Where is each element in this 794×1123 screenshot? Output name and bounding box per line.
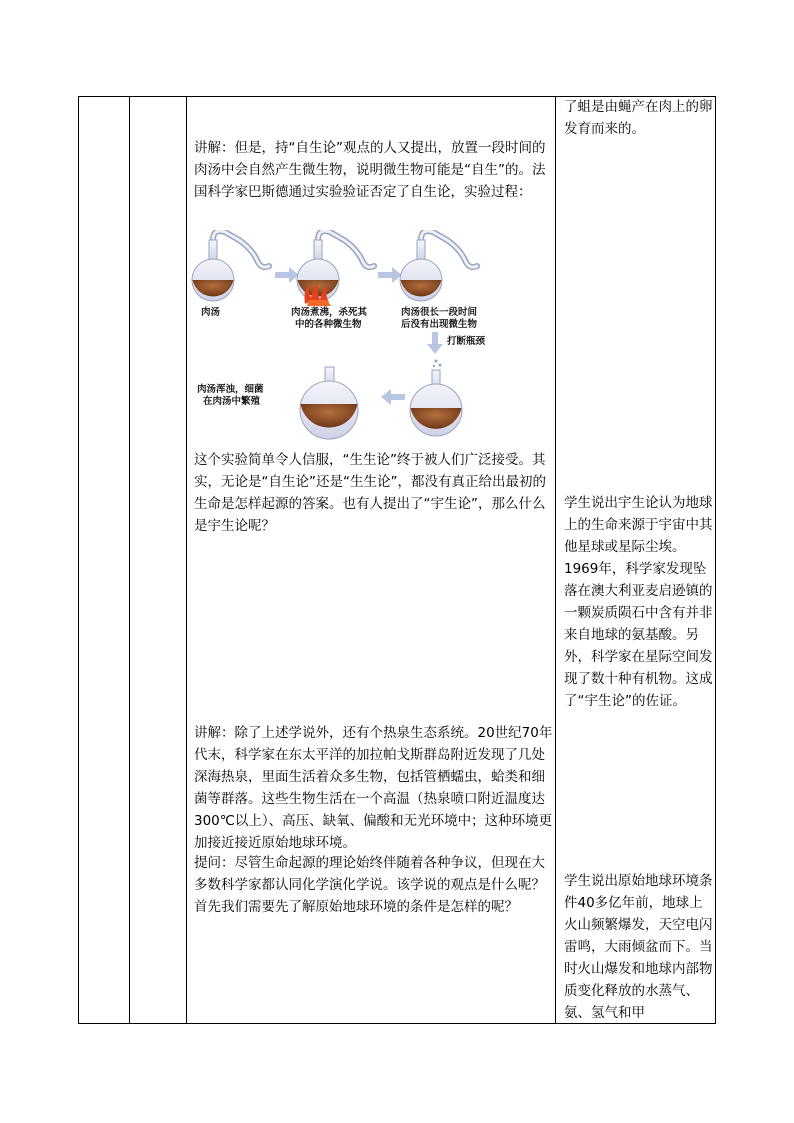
lesson-table (78, 96, 716, 1024)
teacher-paragraph-4: 提问：尽管生命起源的理论始终伴随着各种争议，但现在大多数科学家都认同化学演化学说。该学说的观点是什么呢？首先我们需要先了解原始地球环境的条件是怎样的呢？ (194, 855, 545, 915)
arrow-left (381, 389, 405, 405)
teacher-paragraph-2: 这个实验简单令人信服，“生生论”终于被人们广泛接受。其实，无论是“自生论”还是“生生论”，都没有真正给出最初的生命是怎样起源的答案。也有人提出了“宇生论”，那么什么是宇生论呢？ (194, 452, 546, 534)
label-long-time-1: 肉汤很长一段时间 (401, 307, 478, 318)
label-cloudy-2: 在肉汤中繁殖 (203, 396, 261, 407)
arrow-down (427, 332, 443, 354)
label-broth: 肉汤 (201, 307, 221, 318)
column-divider (186, 97, 187, 1023)
label-cloudy-1: 肉汤浑浊，细菌 (197, 384, 264, 395)
pasteur-experiment-figure (191, 230, 511, 443)
student-response-2: 学生说出宇生论认为地球上的生命来源于宇宙中其他星球或星际尘埃。1969年，科学家发现坠落在澳大利亚麦启逊镇的一颗炭质陨石中含有并非来自地球的氨基酸。另外，科学家在星际空间发现了数十种有机物。这成了“宇生论”的佐证。 (564, 495, 713, 709)
flask-3 (400, 231, 477, 301)
teacher-paragraph-3: 讲解：除了上述学说外，还有个热泉生态系统。20世纪70年代末，科学家在东太平洋的加拉帕戈斯群岛附近发现了几处深海热泉，里面生活着众多生物，包括管栖蠕虫，蛤类和细菌等群落。这些生物生活在一个高温（热泉喷口附近温度达300℃以上）、高压、缺氧、偏酸和无光环境中；这种环境更加接近接近原始地球环境。 (194, 725, 553, 851)
flask-5-cloudy (300, 367, 358, 439)
student-response-3: 学生说出原始地球环境条件40多亿年前，地球上火山频繁爆发，天空电闪雷鸣，大雨倾盆而下。当时火山爆发和地球内部物质变化释放的水蒸气、氨、氢气和甲 (564, 873, 713, 1021)
flask-1 (192, 231, 269, 301)
label-long-time-2: 后没有出现微生物 (401, 319, 478, 330)
label-boil-2: 中的各种微生物 (295, 319, 362, 330)
flask-4-broken-neck (410, 360, 462, 437)
student-response-1: 了蛆是由蝇产在肉上的卵发育而来的。 (564, 99, 713, 137)
column-divider (129, 97, 130, 1023)
label-boil-1: 肉汤煮沸，杀死其 (291, 307, 368, 318)
teacher-paragraph-1: 讲解：但是，持“自生论”观点的人又提出，放置一段时间的肉汤中会自然产生微生物，说明微生物可能是“自生”的。法国科学家巴斯德通过实验验证否定了自生论，实验过程： (194, 140, 546, 200)
arrow-right-1 (275, 267, 299, 283)
flask-2-boiling (297, 231, 374, 306)
label-break-neck: 打断瓶颈 (447, 336, 486, 347)
arrow-right-2 (378, 267, 402, 283)
